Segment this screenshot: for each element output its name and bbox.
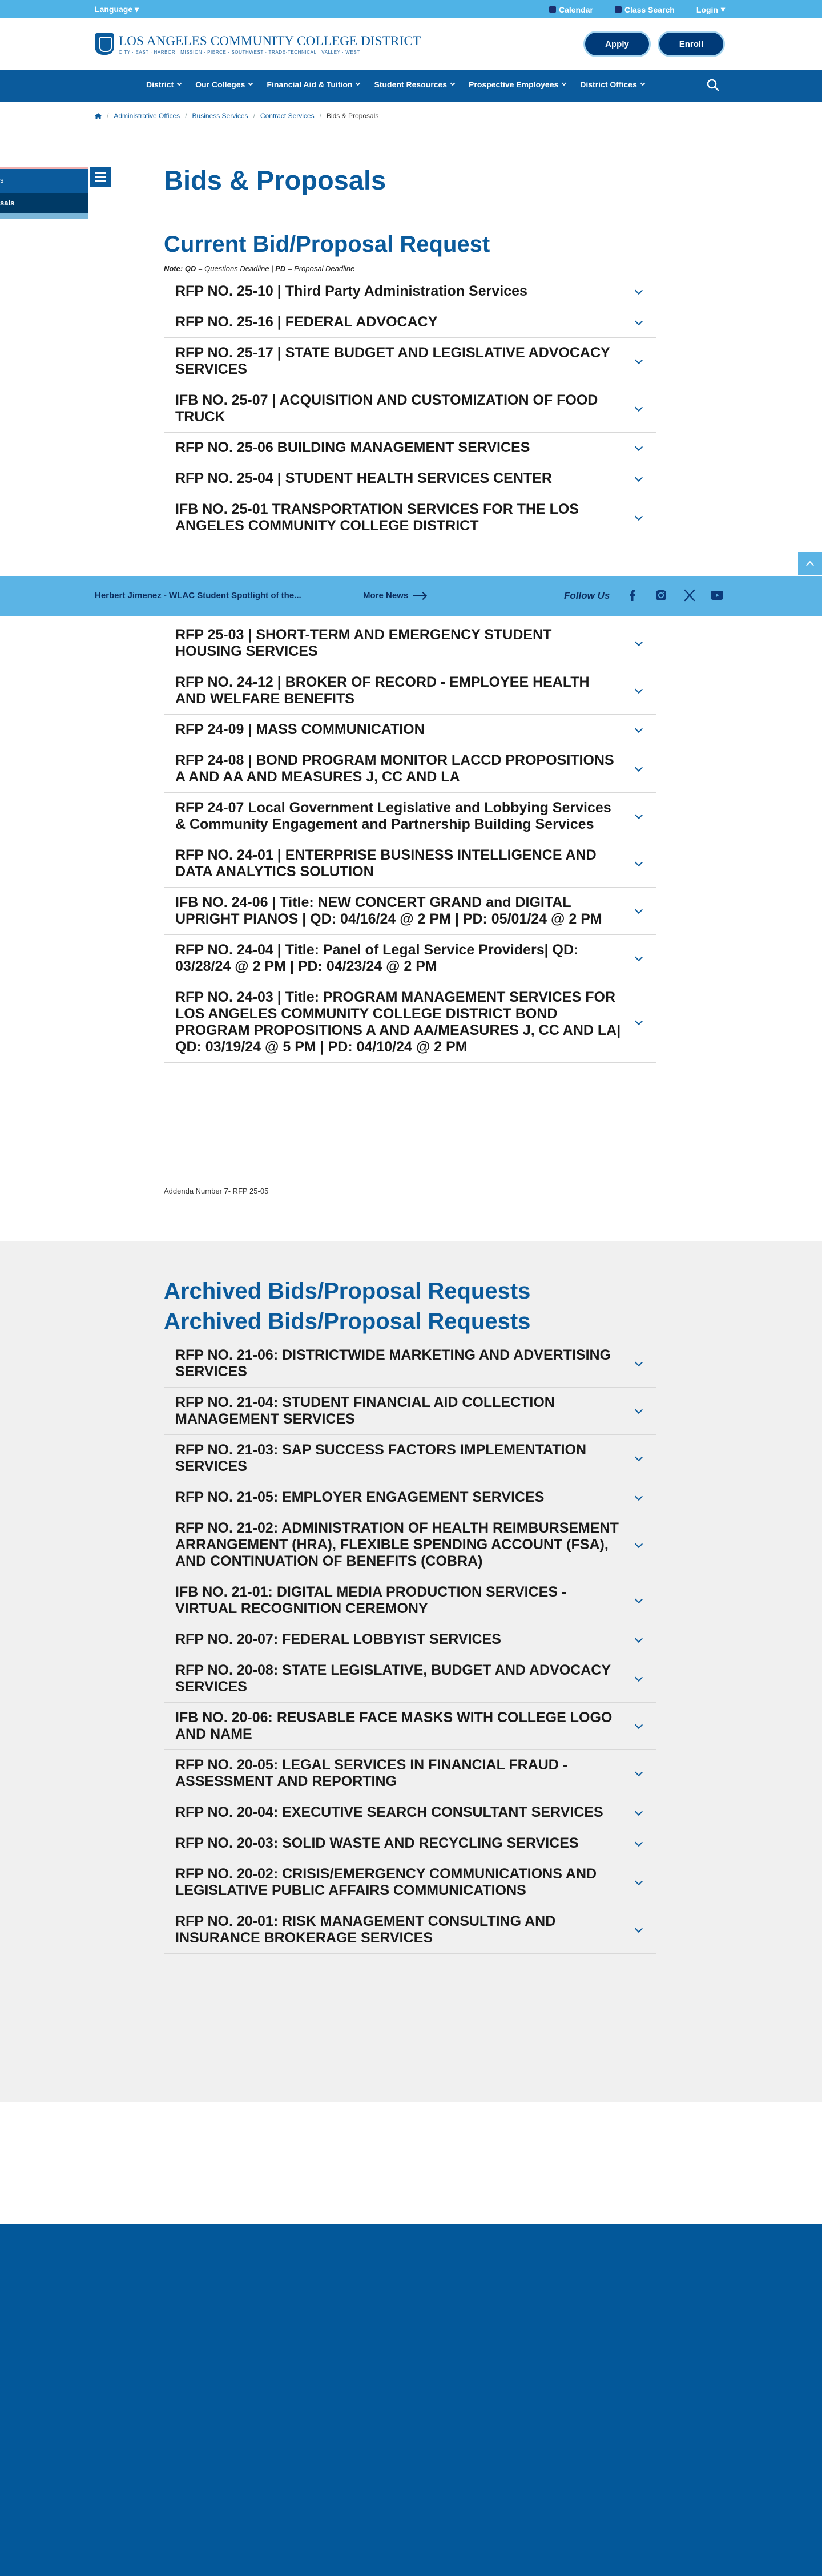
chevron-down-icon <box>640 81 645 86</box>
page-title: Bids & Proposals <box>164 165 386 195</box>
accordion-item[interactable] <box>164 620 656 667</box>
chevron-down-icon <box>635 404 643 412</box>
accordion-item[interactable] <box>164 1482 656 1513</box>
note-label: Note: <box>164 264 183 273</box>
accordion-item-title: RFP NO. 21-06: DISTRICTWIDE MARKETING AND ADVERTISING SERVICES <box>175 1347 611 1380</box>
instagram-icon[interactable] <box>654 588 668 602</box>
nav-label: Student Resources <box>374 80 448 89</box>
facebook-icon[interactable] <box>626 588 639 602</box>
accordion-item[interactable] <box>164 494 656 541</box>
chevron-down-icon <box>635 858 643 866</box>
accordion-item-title: RFP NO. 20-01: RISK MANAGEMENT CONSULTING AND INSURANCE BROKERAGE SERVICES <box>175 1913 556 1946</box>
youtube-icon[interactable] <box>710 588 724 602</box>
accordion-item-title: IFB NO. 24-06 | Title: NEW CONCERT GRAND and DIGITAL UPRIGHT PIANOS | QD: 04/16/24 @ 2 PM | PD: 05/01/24 @ 2 PM <box>175 894 602 927</box>
accordion-item[interactable] <box>164 982 656 1063</box>
breadcrumb-link[interactable]: Business Services <box>192 112 248 120</box>
calendar-icon <box>549 6 556 13</box>
news-headline-link[interactable]: Herbert Jimenez - WLAC Student Spotlight of the... <box>95 591 301 600</box>
accordion-item-title: RFP 24-09 | MASS COMMUNICATION <box>175 721 425 737</box>
accordion-item[interactable] <box>164 888 656 935</box>
accordion-item-title: IFB NO. 25-07 | ACQUISITION AND CUSTOMIZATION OF FOOD TRUCK <box>175 392 598 425</box>
accordion-item-title: IFB NO. 25-01 TRANSPORTATION SERVICES FOR THE LOS ANGELES COMMUNITY COLLEGE DISTRICT <box>175 501 579 534</box>
chevron-down-icon <box>635 1539 643 1547</box>
nav-item-financial-aid[interactable] <box>267 80 360 89</box>
chevron-down-icon <box>635 1721 643 1729</box>
accordion-item-title: RFP NO. 25-10 | Third Party Administration Services <box>175 283 527 299</box>
accordion-item[interactable] <box>164 1750 656 1797</box>
accordion-item-title: RFP 24-08 | BOND PROGRAM MONITOR LACCD PROPOSITIONS A AND AA AND MEASURES J, CC AND LA <box>175 752 614 785</box>
chevron-down-icon <box>635 1453 643 1461</box>
utility-bar <box>0 0 822 18</box>
chevron-down-icon <box>635 1877 643 1885</box>
login-label: Login <box>696 5 718 14</box>
accordion-item[interactable] <box>164 433 656 463</box>
current-section-title: Current Bid/Proposal Request <box>164 232 490 257</box>
class-search-link[interactable] <box>615 5 675 14</box>
side-menu-item-label: sals <box>0 199 15 207</box>
chevron-down-icon <box>635 1492 643 1500</box>
accordion-item-title: RFP NO. 24-03 | Title: PROGRAM MANAGEMENT SERVICES FOR LOS ANGELES COMMUNITY COLLEGE DISTRICT BOND PROGRAM PROPOSITIONS A AND AA/MEASURES J, CC AND LA| QD: 03/19/24 @ 5 PM | PD: 04/10/24 @ 2 PM <box>175 989 621 1055</box>
chevron-down-icon <box>562 81 566 86</box>
more-news-link[interactable] <box>363 591 426 600</box>
accordion-item-title: RFP NO. 20-05: LEGAL SERVICES IN FINANCIAL FRAUD - ASSESSMENT AND REPORTING <box>175 1757 568 1789</box>
nav-item-district[interactable] <box>146 80 181 89</box>
accordion-item-title: RFP NO. 25-06 BUILDING MANAGEMENT SERVICES <box>175 440 530 455</box>
accordion-item[interactable] <box>164 1906 656 1954</box>
chevron-down-icon <box>635 638 643 646</box>
breadcrumb-link[interactable]: Contract Services <box>260 112 315 120</box>
side-menu-divider <box>0 213 88 219</box>
chevron-down-icon <box>635 473 643 481</box>
accordion-item[interactable] <box>164 840 656 888</box>
accordion-item[interactable] <box>164 935 656 982</box>
current-accordion-bottom <box>164 620 656 1063</box>
nav-label: Our Colleges <box>195 80 245 89</box>
side-menu-item[interactable] <box>0 167 88 193</box>
breadcrumb-separator: / <box>107 112 109 120</box>
accordion-item-title: RFP 25-03 | SHORT-TERM AND EMERGENCY STUDENT HOUSING SERVICES <box>175 627 552 659</box>
note-pd: PD <box>275 264 286 273</box>
accordion-item-title: RFP NO. 21-04: STUDENT FINANCIAL AID COLLECTION MANAGEMENT SERVICES <box>175 1394 555 1427</box>
chevron-up-icon <box>806 561 814 569</box>
side-menu-item-active[interactable] <box>0 193 88 213</box>
accordion-item[interactable] <box>164 715 656 745</box>
accordion-item-title: RFP NO. 25-16 | FEDERAL ADVOCACY <box>175 314 438 330</box>
accordion-item[interactable] <box>164 745 656 793</box>
hamburger-menu-icon[interactable] <box>90 167 111 187</box>
note-qd: QD <box>184 264 196 273</box>
x-icon[interactable] <box>683 588 696 602</box>
back-to-top-button[interactable] <box>798 552 822 575</box>
accordion-item-title: RFP NO. 21-03: SAP SUCCESS FACTORS IMPLEMENTATION SERVICES <box>175 1442 587 1474</box>
logo-colleges: CITY · EAST · HARBOR · MISSION · PIERCE · SOUTHWEST · TRADE-TECHNICAL · VALLEY · WEST <box>119 49 360 55</box>
side-menu-panel <box>0 167 88 219</box>
note-pd-text: = Proposal Deadline <box>287 264 355 273</box>
nav-label: District Offices <box>580 80 637 89</box>
home-icon[interactable] <box>95 113 102 119</box>
accordion-item[interactable] <box>164 1828 656 1859</box>
arrow-right-icon <box>413 595 426 596</box>
chevron-down-icon <box>635 724 643 732</box>
accordion-item[interactable] <box>164 1624 656 1655</box>
accordion-item[interactable] <box>164 307 656 338</box>
class-search-icon <box>615 6 622 13</box>
accordion-item-title: RFP NO. 21-05: EMPLOYER ENGAGEMENT SERVICES <box>175 1489 545 1505</box>
chevron-down-icon <box>635 317 643 325</box>
follow-us-label: Follow Us <box>564 590 610 601</box>
chevron-down-icon <box>356 81 360 86</box>
site-header <box>0 18 822 70</box>
chevron-down-icon <box>635 1674 643 1682</box>
chevron-down-icon <box>635 1768 643 1776</box>
accordion-item[interactable] <box>164 1340 656 1388</box>
nav-label: Prospective Employees <box>469 80 559 89</box>
login-menu[interactable]: Login ▾ <box>696 5 725 14</box>
accordion-item-title: IFB NO. 21-01: DIGITAL MEDIA PRODUCTION SERVICES - VIRTUAL RECOGNITION CEREMONY <box>175 1584 567 1616</box>
addenda-link[interactable]: Addenda Number 7- RFP 25-05 <box>164 1187 269 1195</box>
breadcrumb <box>95 112 378 120</box>
apply-button[interactable]: Apply <box>583 31 651 57</box>
archived-section-title: Archived Bids/Proposal Requests <box>164 1279 531 1304</box>
accordion-item[interactable] <box>164 385 656 433</box>
accordion-item[interactable] <box>164 1797 656 1828</box>
accordion-item[interactable] <box>164 338 656 385</box>
chevron-down-icon <box>635 811 643 819</box>
deadline-note <box>164 264 354 273</box>
accordion-item-title: RFP NO. 25-17 | STATE BUDGET AND LEGISLATIVE ADVOCACY SERVICES <box>175 345 610 377</box>
accordion-item-title: RFP NO. 25-04 | STUDENT HEALTH SERVICES CENTER <box>175 470 552 486</box>
language-menu[interactable]: Language ▾ <box>95 5 139 14</box>
logo-name: LOS ANGELES COMMUNITY COLLEGE DISTRICT <box>119 33 421 48</box>
search-icon[interactable] <box>706 78 720 92</box>
chevron-down-icon <box>450 81 455 86</box>
chevron-down-icon <box>635 1634 643 1642</box>
accordion-item[interactable] <box>164 1388 656 1435</box>
accordion-item-title: RFP NO. 24-04 | Title: Panel of Legal Service Providers| QD: 03/28/24 @ 2 PM | PD: 04/23/24 @ 2 PM <box>175 942 579 974</box>
nav-item-our-colleges[interactable] <box>195 80 252 89</box>
chevron-down-icon <box>635 1925 643 1933</box>
accordion-item-title: RFP NO. 20-07: FEDERAL LOBBYIST SERVICES <box>175 1631 501 1647</box>
news-bar <box>0 576 822 616</box>
nav-label: District <box>146 80 174 89</box>
chevron-down-icon <box>635 513 643 521</box>
breadcrumb-link[interactable]: Administrative Offices <box>114 112 180 120</box>
accordion-item-title: RFP NO. 24-01 | ENTERPRISE BUSINESS INTELLIGENCE AND DATA ANALYTICS SOLUTION <box>175 847 597 880</box>
note-qd-text: = Questions Deadline | <box>198 264 273 273</box>
district-seal-icon <box>95 33 114 55</box>
breadcrumb-separator: / <box>319 112 321 120</box>
accordion-item-title: IFB NO. 20-06: REUSABLE FACE MASKS WITH COLLEGE LOGO AND NAME <box>175 1710 613 1742</box>
accordion-item[interactable] <box>164 1859 656 1906</box>
accordion-item-title: RFP NO. 24-12 | BROKER OF RECORD - EMPLOYEE HEALTH AND WELFARE BENEFITS <box>175 674 590 707</box>
main-nav <box>0 70 822 102</box>
side-menu-item-label: s <box>0 176 4 184</box>
chevron-down-icon <box>635 1838 643 1846</box>
chevron-down-icon <box>635 686 643 694</box>
district-logo[interactable] <box>95 33 421 55</box>
accordion-item[interactable] <box>164 276 656 307</box>
nav-item-student-resources[interactable] <box>374 80 454 89</box>
chevron-down-icon <box>635 1406 643 1414</box>
chevron-down-icon <box>635 1807 643 1815</box>
breadcrumb-separator: / <box>185 112 187 120</box>
accordion-item-title: RFP 24-07 Local Government Legislative and Lobbying Services & Community Engagement and Partnership Building Services <box>175 800 611 832</box>
breadcrumb-separator: / <box>253 112 255 120</box>
chevron-down-icon <box>635 1595 643 1603</box>
accordion-item-title: RFP NO. 20-04: EXECUTIVE SEARCH CONSULTANT SERVICES <box>175 1804 603 1820</box>
archived-section-title-repeat: Archived Bids/Proposal Requests <box>164 1309 531 1334</box>
accordion-item[interactable] <box>164 1655 656 1703</box>
chevron-down-icon <box>635 764 643 772</box>
breadcrumb-current: Bids & Proposals <box>326 112 379 120</box>
accordion-item[interactable] <box>164 1435 656 1482</box>
accordion-item-title: RFP NO. 20-03: SOLID WASTE AND RECYCLING SERVICES <box>175 1835 579 1851</box>
chevron-down-icon <box>248 81 253 86</box>
accordion-item-title: RFP NO. 20-08: STATE LEGISLATIVE, BUDGET AND ADVOCACY SERVICES <box>175 1662 611 1695</box>
more-news-label: More News <box>363 591 409 600</box>
accordion-item[interactable] <box>164 463 656 494</box>
chevron-down-icon <box>635 953 643 961</box>
accordion-item[interactable] <box>164 1513 656 1577</box>
chevron-down-icon <box>635 442 643 450</box>
nav-item-district-offices[interactable] <box>580 80 644 89</box>
calendar-label: Calendar <box>558 5 593 14</box>
chevron-down-icon <box>635 356 643 364</box>
accordion-item[interactable] <box>164 1703 656 1750</box>
chevron-down-icon <box>635 286 643 294</box>
accordion-item-title: RFP NO. 20-02: CRISIS/EMERGENCY COMMUNICATIONS AND LEGISLATIVE PUBLIC AFFAIRS COMMUNICATIONS <box>175 1866 597 1898</box>
class-search-label: Class Search <box>624 5 675 14</box>
accordion-item[interactable] <box>164 667 656 715</box>
chevron-down-icon <box>177 81 182 86</box>
accordion-item[interactable] <box>164 1577 656 1624</box>
current-accordion-top <box>164 276 656 541</box>
enroll-button[interactable]: Enroll <box>658 31 725 57</box>
accordion-item[interactable] <box>164 793 656 840</box>
nav-label: Financial Aid & Tuition <box>267 80 353 89</box>
calendar-link[interactable] <box>549 5 593 14</box>
chevron-down-icon <box>635 1358 643 1366</box>
chevron-down-icon <box>635 1017 643 1025</box>
accordion-item-title: RFP NO. 21-02: ADMINISTRATION OF HEALTH REIMBURSEMENT ARRANGEMENT (HRA), FLEXIBLE SPENDING ACCOUNT (FSA), AND CONTINUATION OF BENEFITS (COBRA) <box>175 1520 619 1569</box>
site-footer <box>0 2224 822 2576</box>
nav-item-prospective-employees[interactable] <box>469 80 566 89</box>
language-label: Language <box>95 5 133 14</box>
archived-accordion <box>164 1340 656 1954</box>
chevron-down-icon <box>635 906 643 914</box>
